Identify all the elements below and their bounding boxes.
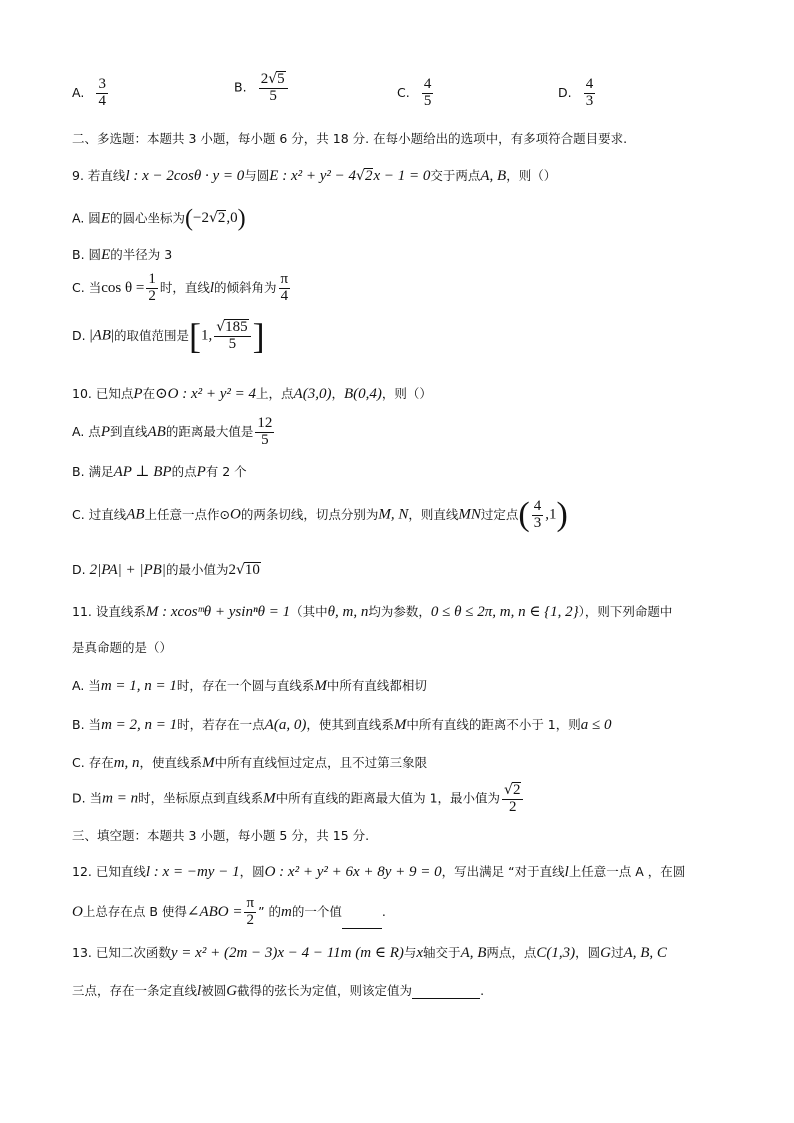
q12-stem: 12. 已知直线l : x = −my − 1，圆O : x² + y² + 6x + 8y + 9 = 0，写出满足 “对于直线l上任意一点 A ，在圆	[72, 864, 686, 880]
q10-circle-equation: ⊙O : x² + y² = 4	[155, 386, 257, 402]
q11-option-b: B. 当m = 2, n = 1时，若存在一点A(a, 0)，使其到直线系M中所有直线的距离不小于 1，则a ≤ 0	[72, 717, 612, 733]
q9-option-c: C. 当cos θ = $\frac{1}{2}$ 时，直线l的倾斜角为 $\frac{\pi}{4}$	[72, 271, 289, 304]
q10-option-b: B. 满足AP ⊥ BP的点P有 2 个	[72, 464, 247, 480]
q10-stem: 10. 已知点P在⊙O : x² + y² = 4上，点A(3,0)，B(0,4)，则（）	[72, 386, 432, 402]
q8-option-b	[234, 71, 290, 105]
q10-option-d: D. 2|PA| + |PB|的最小值为2√10	[72, 562, 260, 578]
q8-option-b-label: B.	[234, 79, 247, 95]
q9-option-d: D. |AB|的取值范围是[1, $\frac{√185}{5}$ ]	[72, 316, 265, 356]
q8-option-c-label: C.	[397, 85, 410, 100]
q8-option-c	[397, 77, 435, 110]
q8-option-d	[558, 77, 597, 110]
q8-option-b-fraction: $\frac{2√5}{5}$	[259, 71, 288, 105]
q9-option-b: B. 圆E的半径为 3	[72, 247, 173, 263]
q10-option-a: A. 点P到直线AB的距离最大值是 $\frac{12}{5}$	[72, 415, 273, 448]
q8-options	[72, 77, 110, 110]
q12-answer-blank[interactable]	[342, 914, 382, 929]
q9-option-a: A. 圆E的圆心坐标为(−2√2,0)	[72, 206, 246, 232]
q13-stem-line-2: 三点，存在一条定直线l被圆G截得的弦长为定值，则该定值为 .	[72, 983, 485, 999]
q8-option-a-label: A.	[72, 85, 85, 100]
q11-option-c: C. 存在m, n，使直线系M中所有直线恒过定点，且不过第三象限	[72, 755, 428, 771]
q10-option-c: C. 过直线AB上任意一点作⊙O的两条切线，切点分别为M, N，则直线MN过定点( $\frac{4}{3}$ ,1)	[72, 496, 568, 533]
q11-option-a: A. 当m = 1, n = 1时，存在一个圆与直线系M中所有直线都相切	[72, 678, 427, 694]
q8-option-d-label: D.	[558, 85, 572, 100]
q12-stem-line-2: O上总存在点 B 使得∠ABO = $\frac{\pi}{2}$ ” 的m的一个值 .	[72, 895, 386, 928]
section-2-heading: 二、多选题：本题共 3 小题，每小题 6 分，共 18 分. 在每小题给出的选项中，有多项符合题目要求.	[72, 131, 628, 146]
section-3-heading: 三、填空题：本题共 3 小题，每小题 5 分，共 15 分.	[72, 828, 370, 843]
q8-option-d-fraction: $\frac{4}{3}$	[585, 76, 594, 109]
q9-line-equation: l : x − 2cosθ · y = 0	[125, 168, 245, 184]
q11-stem-line-2: 是真命题的是（）	[72, 640, 173, 655]
q9-circle-equation: E : x² + y² − 4√2x − 1 = 0	[269, 168, 431, 184]
q8-option-c-fraction: $\frac{4}{5}$	[423, 76, 432, 109]
q11-option-d: D. 当m = n时，坐标原点到直线系M中所有直线的距离最大值为 1，最小值为 $\frac{√2}{2}$	[72, 782, 525, 816]
q11-stem: 11. 设直线系M : xcosᵐθ + ysinⁿθ = 1（其中θ, m, n均为参数，0 ≤ θ ≤ 2π, m, n ∈ {1, 2}），则下列命题中	[72, 604, 673, 620]
q11-line-system: M : xcosᵐθ + ysinⁿθ = 1	[145, 604, 291, 620]
q8-option-a-fraction: $\frac{3}{4}$	[98, 76, 106, 109]
q13-function: y = x² + (2m − 3)x − 4 − 11m (m ∈ R)	[170, 945, 404, 961]
q13-answer-blank[interactable]	[412, 985, 480, 999]
q13-stem: 13. 已知二次函数y = x² + (2m − 3)x − 4 − 11m (m ∈ R)与x轴交于A, B两点，点C(1,3)，圆G过A, B, C	[72, 945, 667, 961]
q9-stem: 9. 若直线l : x − 2cosθ · y = 0与圆E : x² + y² − 4√2x − 1 = 0交于两点A, B，则（）	[72, 168, 557, 184]
